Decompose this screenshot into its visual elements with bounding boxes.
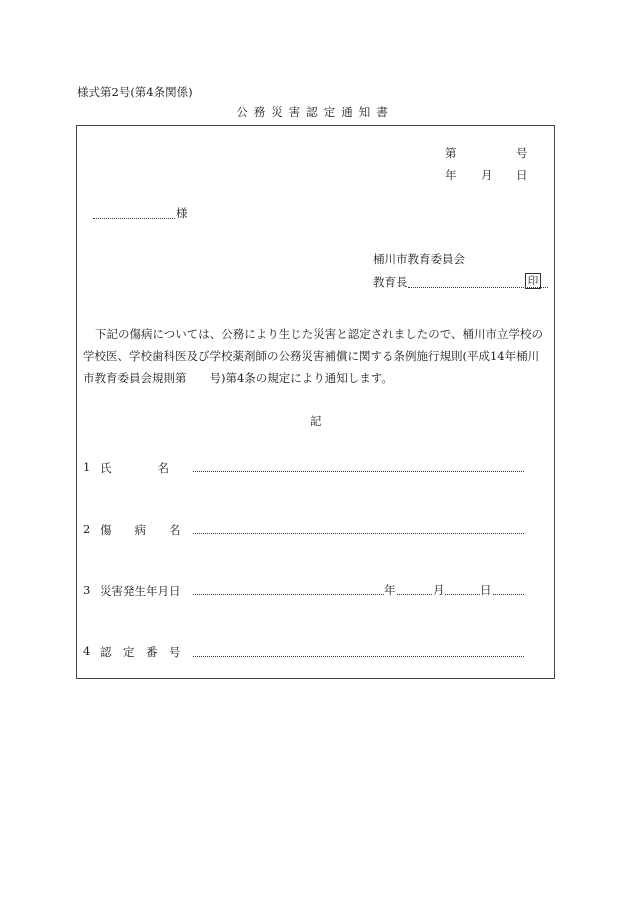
item-label-injury: 傷 病 名	[100, 523, 181, 537]
date-year: 年	[445, 168, 457, 182]
incident-date-field[interactable]	[193, 581, 524, 595]
incident-year: 年	[384, 583, 396, 597]
addressee-field[interactable]	[93, 205, 175, 219]
item-number: 2	[83, 522, 91, 536]
date-month: 月	[481, 168, 493, 182]
body-line-1: 下記の傷病については、公務により生じた災害と認定されましたので、桶川市立学校の	[95, 327, 544, 341]
date-day: 日	[516, 168, 528, 182]
item-label-name: 氏 名	[100, 461, 169, 475]
body-line-2: 学校医、学校歯科医及び学校薬剤師の公務災害補償に関する条例施行規則(平成14年桶川	[83, 349, 540, 363]
form-number-label: 様式第2号(第4条関係)	[77, 85, 193, 99]
number-prefix: 第	[445, 146, 457, 160]
certification-number-field[interactable]	[193, 643, 524, 657]
item-number: 4	[83, 644, 91, 658]
seal-mark: 印	[525, 273, 541, 289]
addressee-honorific: 様	[176, 206, 188, 220]
document-title: 公務災害認定通知書	[236, 105, 394, 119]
issuer-role: 教育長	[373, 275, 408, 289]
item-label-incident-date: 災害発生年月日	[100, 584, 181, 598]
item-number: 1	[83, 460, 91, 474]
incident-day: 日	[480, 583, 492, 597]
incident-month: 月	[433, 583, 445, 597]
number-suffix: 号	[516, 146, 528, 160]
item-label-cert-number: 認 定 番 号	[100, 645, 181, 659]
issuer-organization: 桶川市教育委員会	[373, 252, 465, 266]
name-field[interactable]	[193, 458, 524, 472]
item-number: 3	[83, 583, 91, 597]
body-line-3: 市教育委員会規則第 号)第4条の規定により通知します。	[83, 371, 393, 385]
injury-name-field[interactable]	[193, 520, 524, 534]
record-label: 記	[310, 414, 322, 428]
